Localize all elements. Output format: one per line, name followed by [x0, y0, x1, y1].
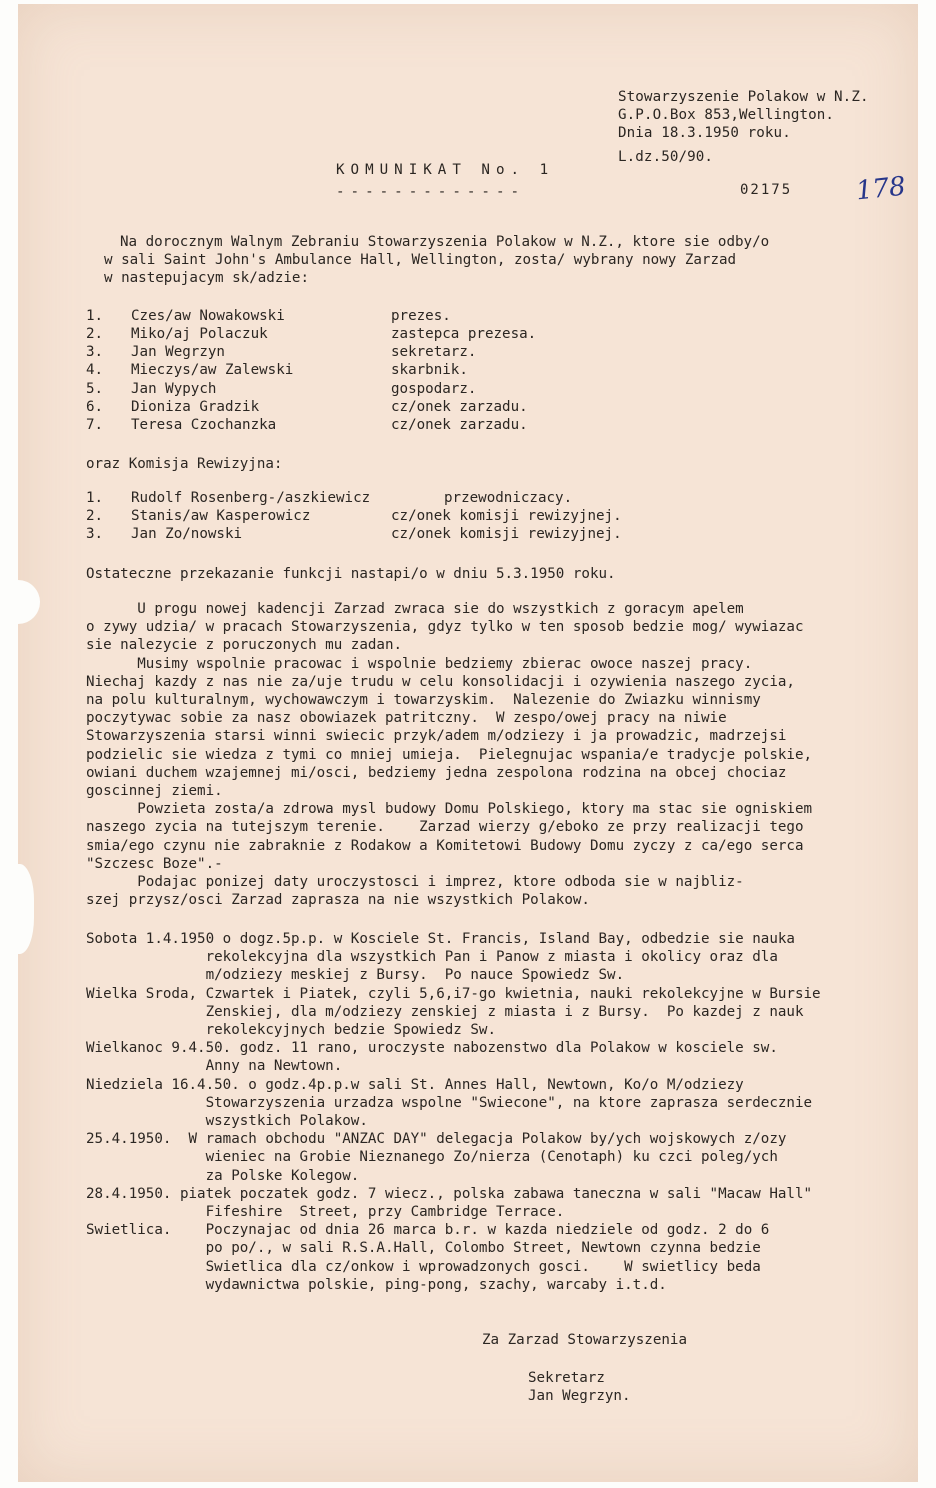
body-line: naszego zycia na tutejszym terenie. Zarzad wierzy g/eboko ze przy realizacji tego — [86, 819, 804, 836]
body-line: U progu nowej kadencji Zarzad zwraca sie do wszystkich z goracym apelem — [86, 601, 744, 617]
registration-number: 02175 — [740, 182, 793, 198]
audit-heading: oraz Komisja Rewizyjna: — [86, 456, 283, 472]
member-name: Czes/aw Nowakowski — [131, 308, 285, 324]
punch-hole — [18, 580, 40, 624]
event-line: Stowarzyszenia urzadza wspolne "Swiecone", na ktore zaprasza serdecznie — [86, 1094, 813, 1111]
event-line: Swietlica. Poczynajac od dnia 26 marca b.r. w kazda niedziele od godz. 2 do 6 — [86, 1222, 770, 1239]
document-title: KOMUNIKAT No. 1 — [336, 162, 555, 178]
body-line: poczytywac sobie za nasz obowiazek patritczny. W zespo/owej pracy na niwie — [86, 710, 727, 727]
ledger-number: L.dz.50/90. — [618, 149, 714, 165]
org-name: Stowarzyszenie Polakow w N.Z. — [618, 89, 869, 105]
member-name: Stanis/aw Kasperowicz — [131, 508, 311, 524]
body-line: goscinnej ziemi. — [86, 783, 223, 800]
member-role: skarbnik. — [391, 362, 468, 378]
body-line: Musimy wspolnie pracowac i wspolnie bedziemy zbierac owoce naszej pracy. — [86, 655, 753, 672]
title-underline: ------------- — [336, 184, 526, 200]
event-line: m/odziezy meskiej z Bursy. Po nauce Spowiedz Sw. — [86, 967, 625, 984]
member-role: cz/onek zarzadu. — [391, 417, 528, 433]
event-line: Wielkanoc 9.4.50. godz. 11 rano, uroczyste nabozenstwo dla Polakow w kosciele sw. — [86, 1040, 778, 1057]
body-line: na polu kulturalnym, wychowawczym i towarzyskim. Nalezenie do Zwiazku winnismy — [86, 692, 761, 709]
body-line: szej przysz/osci Zarzad zaprasza na nie wszystkich Polakow. — [86, 892, 590, 909]
intro-paragraph — [104, 233, 769, 288]
body-line: Stowarzyszenia starsi winni swiecic przyk/adem m/odziezy i ja prowadzic, madrzejsi — [86, 728, 787, 745]
event-line: Anny na Newtown. — [86, 1058, 343, 1075]
member-role: zastepca prezesa. — [391, 326, 537, 342]
member-name: Mieczys/aw Zalewski — [131, 362, 294, 378]
body-line: "Szczesc Boze".- — [86, 855, 223, 872]
member-role: cz/onek komisji rewizyjnej. — [391, 508, 622, 524]
letterhead — [618, 88, 869, 166]
member-name: Dioniza Gradzik — [131, 399, 260, 415]
body-line: Podajac ponizej daty uroczystosci i imprez, ktore odboda sie w najbliz- — [86, 874, 744, 891]
member-role: przewodniczacy. — [444, 490, 573, 506]
member-name: Jan Wypych — [131, 381, 217, 397]
handover-line: Ostateczne przekazanie funkcji nastapi/o w dniu 5.3.1950 roku. — [86, 566, 616, 582]
org-address: G.P.O.Box 853,Wellington. — [618, 107, 835, 123]
events-list — [86, 930, 821, 1294]
member-name: Miko/aj Polaczuk — [131, 326, 268, 342]
body-line: podzielic sie wiedza z tymi co mniej umieja. Pielegnujac wspania/e tradycje polskie, — [86, 746, 813, 763]
member-role: sekretarz. — [391, 344, 477, 360]
body-line: Powzieta zosta/a zdrowa mysl budowy Domu Polskiego, ktory ma stac sie ogniskiem — [86, 801, 813, 818]
event-line: wieniec na Grobie Nieznanego Zo/nierza (Cenotaph) ku czci poleg/ych — [86, 1149, 778, 1166]
member-name: Teresa Czochanzka — [131, 417, 277, 433]
body-line: Niechaj kazdy z nas nie za/uje trudu w celu konsolidacji i ozywienia naszego zycia, — [86, 673, 795, 690]
closing-role: Sekretarz — [528, 1370, 605, 1386]
intro-line: Na dorocznym Walnym Zebraniu Stowarzyszenia Polakow w N.Z., ktore sie odby/o — [120, 234, 770, 250]
document-page — [18, 4, 918, 1482]
event-line: 25.4.1950. W ramach obchodu "ANZAC DAY" delegacja Polakow by/ych wojskowych z/ozy — [86, 1131, 787, 1148]
body-text — [86, 600, 812, 909]
event-line: rekolekcyjnych bedzie Spowiedz Sw. — [86, 1022, 496, 1039]
row-number: 1. — [86, 308, 104, 324]
member-role: gospodarz. — [391, 381, 477, 397]
event-line: za Polske Kolegow. — [86, 1167, 360, 1184]
event-line: Niedziela 16.4.50. o godz.4p.p.w sali St. Annes Hall, Newtown, Ko/o M/odziezy — [86, 1076, 744, 1093]
row-number: 5. — [86, 381, 104, 397]
row-number: 3. — [86, 526, 104, 542]
member-role: cz/onek komisji rewizyjnej. — [391, 526, 622, 542]
member-name: Rudolf Rosenberg-/aszkiewicz — [131, 490, 371, 506]
intro-line: w nastepujacym sk/adzie: — [104, 270, 309, 287]
handwritten-number: 178 — [854, 171, 908, 207]
member-name: Jan Wegrzyn — [131, 344, 225, 360]
row-number: 7. — [86, 417, 104, 433]
row-number: 3. — [86, 344, 104, 360]
closing-for-board: Za Zarzad Stowarzyszenia — [482, 1332, 687, 1348]
member-role: cz/onek zarzadu. — [391, 399, 528, 415]
row-number: 1. — [86, 490, 104, 506]
event-line: Wielka Sroda, Czwartek i Piatek, czyli 5,6,i7-go kwietnia, nauki rekolekcyjne w Bursie — [86, 985, 821, 1002]
event-line: Swietlica dla cz/onkow i wprowadzonych gosci. W swietlicy beda — [86, 1258, 761, 1275]
row-number: 4. — [86, 362, 104, 378]
row-number: 6. — [86, 399, 104, 415]
letter-date: Dnia 18.3.1950 roku. — [618, 125, 791, 141]
body-line: o zywy udzia/ w pracach Stowarzyszenia, gdyz tylko w ten sposob bedzie mog/ wywiazac — [86, 619, 804, 636]
member-name: Jan Zo/nowski — [131, 526, 243, 542]
body-line: smia/ego czynu nie zabraknie z Rodakow a Komitetowi Budowy Domu zyczy z ca/ego serca — [86, 837, 804, 854]
torn-edge — [18, 864, 34, 954]
body-line: owiani duchem wzajemnej mi/osci, bedziemy jedna zespolona rodzina na obcej chociaz — [86, 764, 787, 781]
member-role: prezes. — [391, 308, 451, 324]
intro-line: w sali Saint John's Ambulance Hall, Wellington, zosta/ wybrany nowy Zarzad — [104, 252, 737, 269]
body-line: sie nalezycie z poruczonych mu zadan. — [86, 637, 403, 654]
event-line: wszystkich Polakow. — [86, 1113, 368, 1130]
event-line: rekolekcyjna dla wszystkich Pan i Panow z miasta i okolicy oraz dla — [86, 949, 778, 966]
event-line: Fifeshire Street, przy Cambridge Terrace. — [86, 1204, 565, 1221]
event-line: Zenskiej, dla m/odziezy zenskiej z miasta i z Bursy. Po kazdej z nauk — [86, 1003, 804, 1020]
event-line: po po/., w sali R.S.A.Hall, Colombo Street, Newtown czynna bedzie — [86, 1240, 761, 1257]
row-number: 2. — [86, 326, 104, 342]
event-line: 28.4.1950. piatek poczatek godz. 7 wiecz., polska zabawa taneczna w sali "Macaw Hall" — [86, 1185, 813, 1202]
event-line: wydawnictwa polskie, ping-pong, szachy, warcaby i.t.d. — [86, 1276, 667, 1293]
closing-signer: Jan Wegrzyn. — [528, 1388, 631, 1404]
row-number: 2. — [86, 508, 104, 524]
event-line: Sobota 1.4.1950 o dogz.5p.p. w Kosciele St. Francis, Island Bay, odbedzie sie nauka — [86, 931, 795, 947]
